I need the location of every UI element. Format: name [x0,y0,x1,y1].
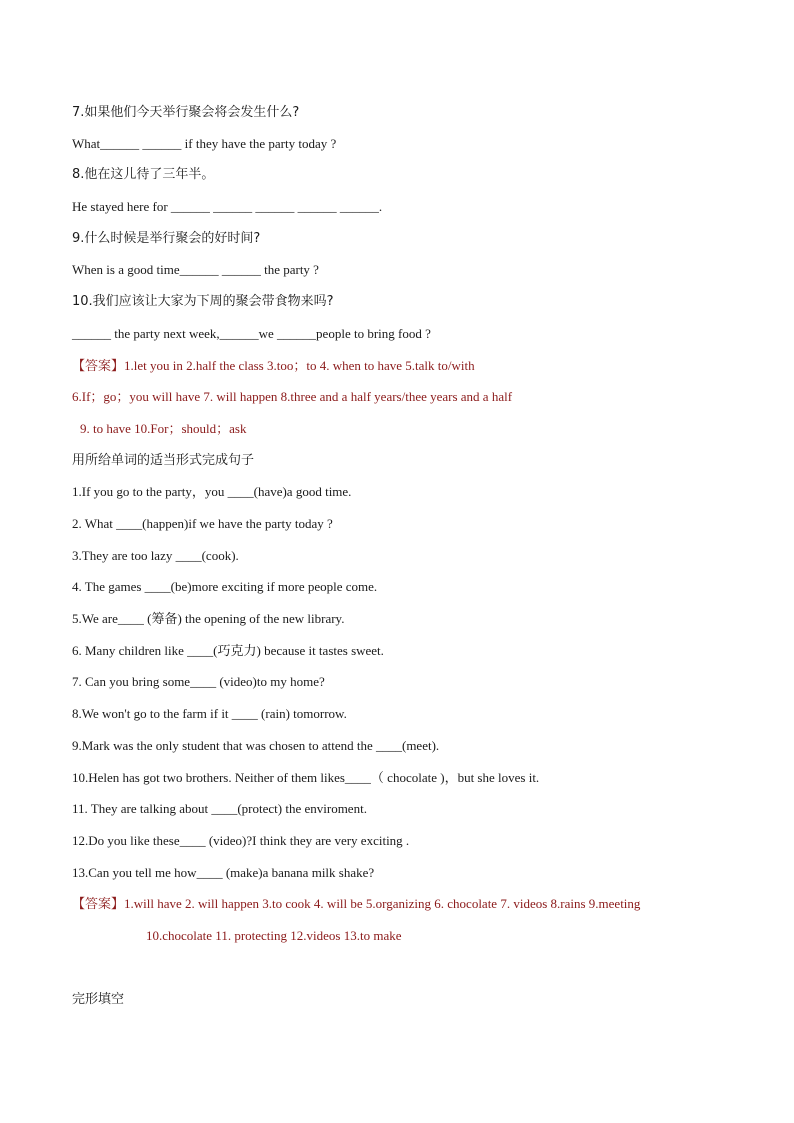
exercise-item: 8.We won't go to the farm if it ____ (rain) tomorrow. [72,706,347,721]
section-2-heading: 用所给单词的适当形式完成句子 [72,453,255,468]
exercise-item: 11. They are talking about ____(protect) the enviroment. [72,801,367,816]
answer-block-2-line-2: 10.chocolate 11. protecting 12.videos 13.to make [146,928,402,943]
q10-chinese: 10.我们应该让大家为下周的聚会带食物来吗? [72,294,334,309]
q7-chinese: 7.如果他们今天举行聚会将会发生什么? [72,105,300,120]
exercise-item: 13.Can you tell me how____ (make)a banana milk shake? [72,865,375,880]
exercise-item: 4. The games ____(be)more exciting if more people come. [72,579,378,594]
exercise-item: 12.Do you like these____ (video)?I think they are very exciting . [72,833,410,848]
q9-chinese: 9.什么时候是举行聚会的好时间? [72,231,261,246]
exercise-item: 2. What ____(happen)if we have the party today ? [72,516,333,531]
answer-tag: 【答案】 [72,359,125,374]
answer-block-1-line-3: 9. to have 10.For；should；ask [80,421,247,436]
answer-block-2-line-1 [72,895,640,914]
answer-text: 1.will have 2. will happen 3.to cook 4. will be 5.organizing 6. chocolate 7. videos 8.rains 9.meeting [124,896,641,911]
exercise-item: 9.Mark was the only student that was chosen to attend the ____(meet). [72,738,440,753]
answer-block-1-line-1 [72,357,475,376]
q10-english: ______ the party next week,______we ______people to bring food ? [72,326,431,341]
exercise-item: 1.If you go to the party，you ____(have)a good time. [72,484,352,499]
exercise-item: 7. Can you bring some____ (video)to my home? [72,674,325,689]
q9-english: When is a good time______ ______ the party ? [72,262,319,277]
q8-chinese: 8.他在这儿待了三年半。 [72,167,215,182]
answer-tag: 【答案】 [72,897,125,912]
answer-text: 1.let you in 2.half the class 3.too；to 4. when to have 5.talk to/with [124,358,475,373]
exercise-item: 3.They are too lazy ____(cook). [72,548,239,563]
exercise-item: 10.Helen has got two brothers. Neither of them likes____（ chocolate )，but she loves it. [72,770,540,785]
exercise-item: 5.We are____ (筹备) the opening of the new library. [72,611,345,626]
q8-english: He stayed here for ______ ______ ______ ______ ______. [72,199,383,214]
q7-english: What______ ______ if they have the party today ? [72,136,337,151]
answer-block-1-line-2: 6.If；go；you will have 7. will happen 8.three and a half years/thee years and a half [72,389,513,404]
section-3-heading: 完形填空 [72,992,125,1007]
exercise-item: 6. Many children like ____(巧克力) because it tastes sweet. [72,643,384,658]
